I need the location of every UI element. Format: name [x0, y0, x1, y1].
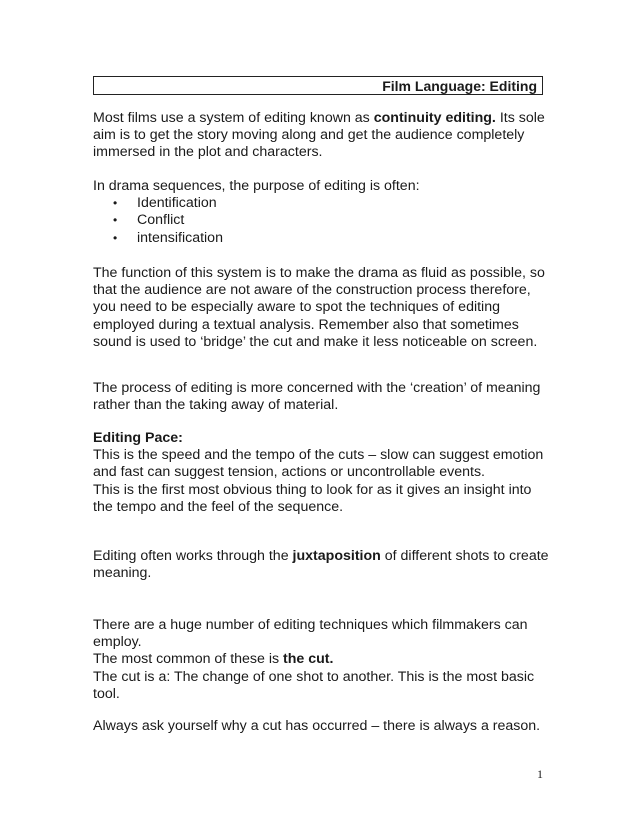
bullet-icon: • — [113, 213, 118, 228]
pace-section — [93, 430, 553, 516]
pace-paragraph-1: This is the speed and the tempo of the cuts – slow can suggest emotion and fast can suggest tension, actions or uncontrollable events. — [93, 447, 544, 481]
pace-paragraph-2: This is the first most obvious thing to look for as it gives an insight into the tempo and the feel of the sequence. — [93, 481, 532, 515]
intro-paragraph — [93, 110, 553, 162]
techniques-line-1: There are a huge number of editing techniques which filmmakers can employ. — [93, 617, 528, 651]
drama-section — [93, 178, 553, 247]
pace-heading: Editing Pace: — [93, 430, 183, 446]
bullet-icon: • — [113, 230, 118, 245]
page-number: 1 — [537, 767, 543, 781]
bullet-icon: • — [113, 196, 118, 211]
juxtaposition-paragraph: Editing often works through the juxtaposition of different shots to create meaning. — [93, 548, 549, 582]
list-item: • intensification — [113, 229, 223, 246]
closing-paragraph: Always ask yourself why a cut has occurred – there is always a reason. — [93, 718, 541, 734]
intro-text-before: Most films use a system of editing known as — [93, 110, 374, 126]
techniques-line-2: The most common of these is the cut. — [93, 651, 334, 668]
techniques-section — [93, 617, 553, 703]
continuity-editing-term: continuity editing. — [373, 110, 496, 126]
function-paragraph: The function of this system is to make the drama as fluid as possible, so that the audience are not aware of the construction process therefore, you need to be especially aware to spot the techniques of editing employed during a textual analysis. Remember also that sometimes sound is used to ‘bridge’ the cut and make it less noticeable on screen. — [93, 265, 545, 350]
title-box — [93, 76, 543, 95]
list-item: • Conflict — [113, 212, 185, 229]
intro-text-after: Its sole aim is to get the story moving along and get the audience completely immersed in the plot and characters. — [93, 110, 545, 161]
juxtaposition-term: juxtaposition — [292, 548, 381, 564]
drama-lead: In drama sequences, the purpose of editing is often: — [93, 178, 420, 194]
techniques-line-3: The cut is a: The change of one shot to another. This is the most basic tool. — [93, 668, 535, 702]
the-cut-term: the cut. — [283, 651, 334, 668]
list-item: • Identification — [113, 195, 217, 212]
purpose-list — [93, 195, 553, 247]
process-paragraph: The process of editing is more concerned with the ‘creation’ of meaning rather than the taking away of material. — [93, 380, 541, 414]
document-title: Film Language: Editing — [382, 78, 537, 94]
